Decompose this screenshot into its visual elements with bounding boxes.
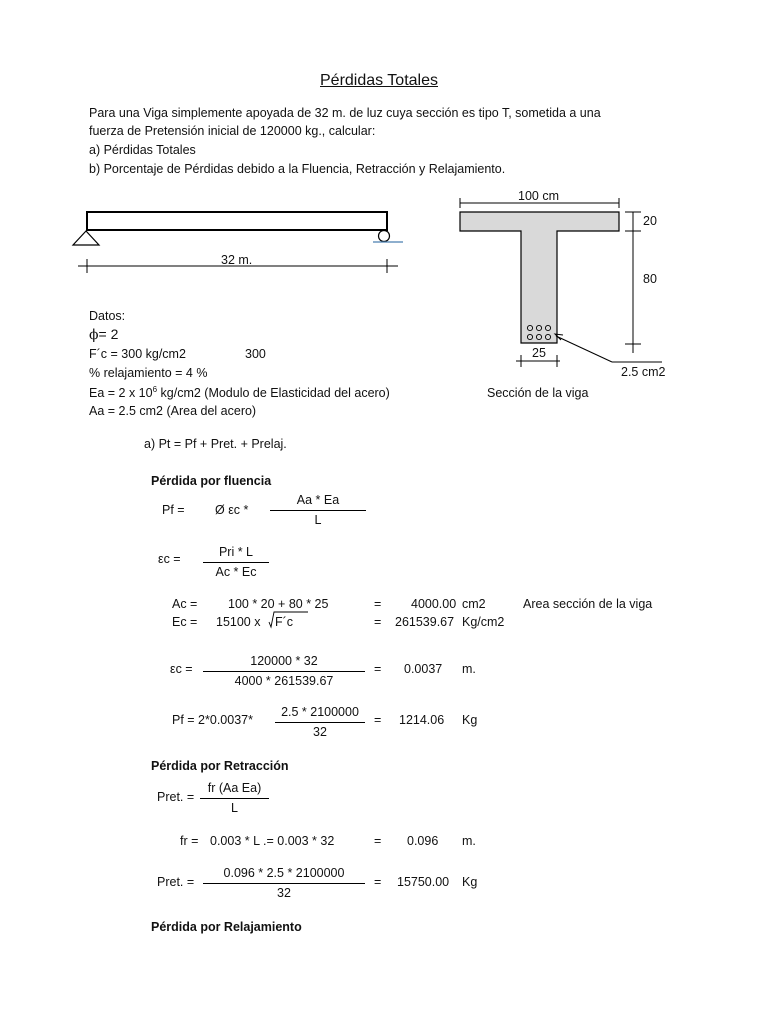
fr-expr: 0.003 * L .= 0.003 * 32 [210,834,335,848]
pin-support-icon [73,231,99,245]
section-web-label: 80 [643,272,657,286]
pretv-unit: Kg [462,875,478,889]
section-caption: Sección de la viga [487,386,589,400]
ecv-fraction [203,654,365,688]
ecc-unit: Kg/cm2 [462,615,505,629]
ec-numerator: Pri * L [218,545,254,559]
section-flange-label: 20 [643,214,657,228]
pret-denominator: L [231,801,238,815]
ac-expr: 100 * 20 + 80 * 25 [228,597,329,611]
pret-fraction-bar [200,798,269,799]
pf-lhs: Pf = [162,503,185,517]
pfv-eq: = [374,713,382,727]
ac-lhs: Ac = [172,597,198,611]
pf-denominator: L [314,513,322,527]
formula-pt: a) Pt = Pf + Pret. + Prelaj. [144,437,287,451]
intro-item-b: b) Porcentaje de Pérdidas debido a la Fluencia, Retracción y Relajamiento. [89,162,506,176]
pretv-fraction-bar [203,883,365,884]
pfv-denominator: 32 [313,725,327,739]
datos-ea [89,385,390,400]
pretv-lhs: Pret. = [157,875,195,889]
ac-unit: cm2 [462,597,486,611]
pfv-numerator: 2.5 * 2100000 [281,705,359,719]
ecc-expr: 15100 x [216,615,261,629]
pfv-fraction [275,705,365,739]
pfv-unit: Kg [462,713,478,727]
retraccion-heading: Pérdida por Retracción [151,759,289,773]
t-section-diagram [460,198,662,367]
pfv-lhs: Pf = 2*0.0037* [172,713,253,727]
pf-numerator: Aa * Ea [296,493,340,507]
pretv-fraction [203,866,365,900]
pretv-value: 15750.00 [397,875,450,889]
phi-symbol: ϕ [89,327,99,343]
section-width-label: 100 cm [518,189,559,203]
ec-fraction [203,545,269,579]
pretv-numerator: 0.096 * 2.5 * 2100000 [223,866,345,880]
datos-fc-extra: 300 [245,347,266,361]
section-web-width-label: 25 [532,346,546,360]
pretv-denominator: 32 [277,886,291,900]
ecv-lhs: εc = [170,662,193,676]
intro-line-1: Para una Viga simplemente apoyada de 32 m. de luz cuya sección es tipo T, sometida a una [89,106,601,120]
roller-support-icon [379,231,390,242]
ac-eq: = [374,597,382,611]
ac-value: 4000.00 [411,597,457,611]
t-section-shape [460,212,619,343]
phi-value: = 2 [98,326,119,342]
ecv-fraction-bar [203,671,365,672]
pfv-fraction-bar [275,722,365,723]
datos-heading: Datos: [89,309,126,323]
pfv-value: 1214.06 [399,713,445,727]
relajamiento-heading: Pérdida por Relajamiento [151,920,302,934]
datos-aa: Aa = 2.5 cm2 (Area del acero) [89,404,257,418]
intro-item-a: a) Pérdidas Totales [89,143,196,157]
pf-fraction [270,493,366,527]
span-label: 32 m. [221,253,253,267]
datos-phi [89,326,118,343]
section-steel-label: 2.5 cm2 [621,365,666,379]
datos-fc: F´c = 300 kg/cm2 [89,347,186,361]
pf-fraction-bar [270,510,366,511]
page-title: Pérdidas Totales [320,72,438,89]
fr-value: 0.096 [407,834,439,848]
ac-note: Area sección de la viga [523,597,653,611]
ecc-root: F´c [275,615,294,629]
pret-lhs: Pret. = [157,790,195,804]
fr-unit: m. [462,834,476,848]
ecv-denominator: 4000 * 261539.67 [234,674,334,688]
ec-lhs: εc = [158,552,181,566]
ea-suffix: kg/cm2 (Modulo de Elasticidad del acero) [157,386,390,401]
ea-exponent: 6 [152,385,158,394]
ecc-eq: = [374,615,382,629]
steel-leader-line [556,336,612,362]
ec-fraction-bar [203,562,269,563]
ecc-value: 261539.67 [395,615,455,629]
ecc-lhs: Ec = [172,615,198,629]
beam-body [87,212,387,230]
ec-denominator: Ac * Ec [215,565,257,579]
pret-numerator: fr (Aa Ea) [207,781,262,795]
ecv-numerator: 120000 * 32 [250,654,318,668]
fr-eq: = [374,834,382,848]
intro-line-2: fuerza de Pretensión inicial de 120000 kg., calcular: [89,124,376,138]
pret-fraction [200,781,269,815]
pretv-eq: = [374,875,382,889]
ecv-eq: = [374,662,382,676]
pf-mid: Ø εc * [215,503,249,517]
ecv-value: 0.0037 [404,662,443,676]
fluencia-heading: Pérdida por fluencia [151,474,272,488]
datos-relax: % relajamiento = 4 % [89,366,208,380]
ecv-unit: m. [462,662,476,676]
ea-prefix: Ea = 2 x 10 [89,386,153,401]
fr-lhs: fr = [180,834,199,848]
